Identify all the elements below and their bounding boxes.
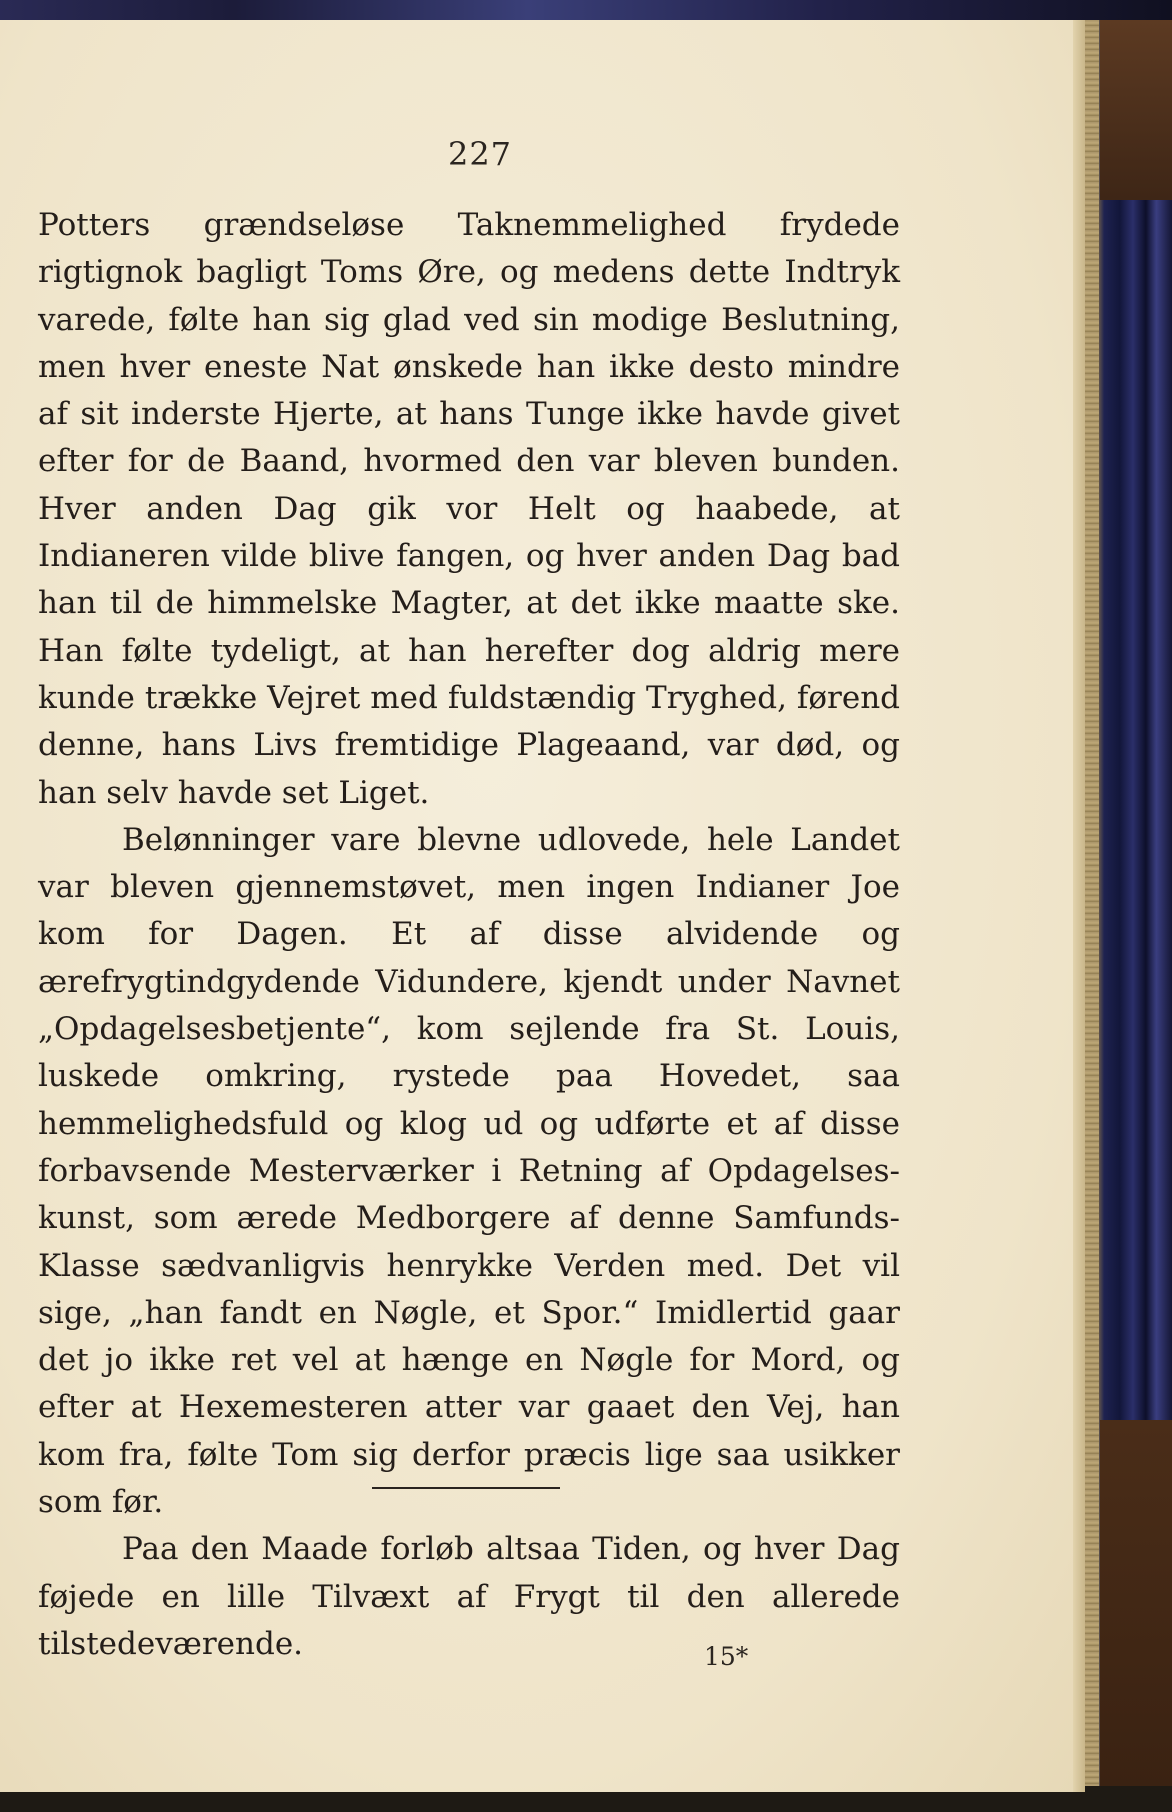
binding-leather-bottom <box>1100 1420 1172 1792</box>
page-gutter <box>1073 20 1085 1792</box>
section-divider <box>372 1487 560 1489</box>
paragraph-1: Potters grændseløse Taknemmelighed frydede rigtignok bagligt Toms Øre, og medens dette Indtryk varede, følte han sig glad ved sin modige Beslutning, men hver eneste Nat ønskede han ikke desto mindre af sit inderste Hjerte, at hans Tunge ikke havde givet efter for de Baand, hvormed den var bleven bunden. Hver anden Dag gik vor Helt og haabede, at Indianeren vilde blive fangen, og hver anden Dag bad han til de himmelske Magter, at det ikke maatte ske. Han følte tydeligt, at han herefter dog aldrig mere kunde trække Vejret med fuldstændig Tryghed, førend denne, hans Livs fremtidige Plageaand, var død, og han selv havde set Liget. <box>38 207 900 811</box>
body-text <box>38 202 900 1668</box>
signature-mark: 15* <box>704 1642 749 1671</box>
paragraph-3: Paa den Maade forløb altsaa Tiden, og hver Dag føjede en lille Tilvæxt af Frygt til den allerede tilstedeværende. <box>38 1531 900 1662</box>
binding-leather-top <box>1100 20 1172 200</box>
page-number: 227 <box>447 135 513 173</box>
page-edges <box>1085 20 1099 1792</box>
paragraph-2: Belønninger vare blevne udlovede, hele Landet var bleven gjennemstøvet, men ingen Indianer Joe kom for Dagen. Et af disse alvidende og ærefrygtindgydende Vidundere, kjendt under Navnet „Opdagelsesbetjente“, kom sejlende fra St. Louis, luskede omkring, rystede paa Hovedet, saa hemmelighedsfuld og klog ud og udførte et af disse forbavsende Mesterværker i Retning af Opdagelseskunst, som ærede Medborgere af denne Samfunds-Klasse sædvanligvis henrykke Verden med. Det vil sige, „han fandt en Nøgle, et Spor.“ Imidlertid gaar det jo ikke ret vel at hænge en Nøgle for Mord, og efter at Hexemesteren atter var gaaet den Vej, han kom fra, følte Tom sig derfor præcis lige saa usikker som før. <box>38 821 900 1521</box>
